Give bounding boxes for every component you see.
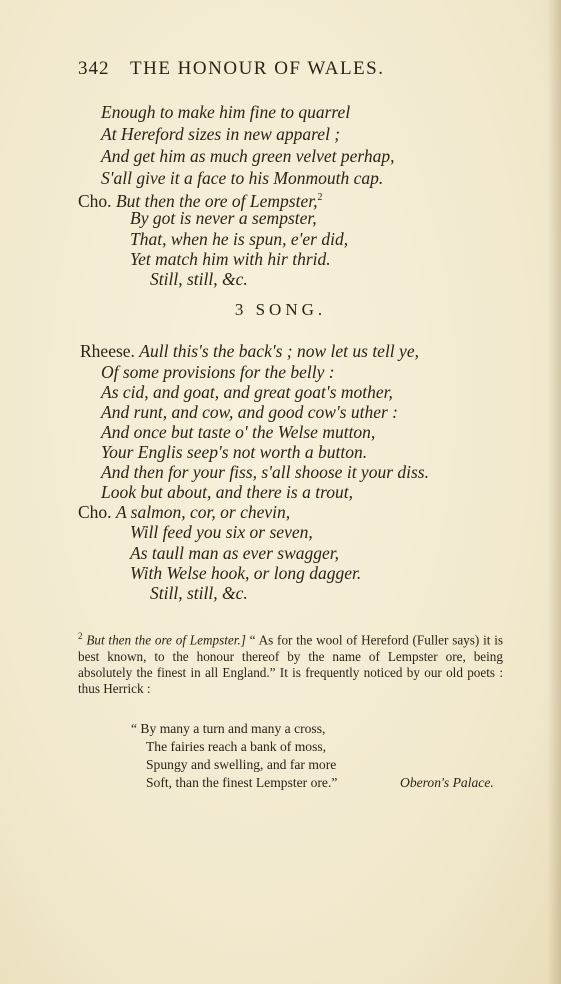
verse-line: At Hereford sizes in new apparel ; <box>101 124 341 144</box>
footnote-quote-line: Soft, than the finest Lempster ore.” <box>146 775 338 790</box>
verse-line: And then for your fiss, s'all shoose it your diss. <box>101 462 429 482</box>
verse-line-chorus <box>78 502 290 522</box>
verse-line: And runt, and cow, and good cow's uther : <box>101 402 399 422</box>
running-title: THE HONOUR OF WALES. <box>130 58 385 79</box>
verse-line: Will feed you six or seven, <box>130 522 313 542</box>
verse-line: By got is never a sempster, <box>130 208 317 228</box>
speaker-label: Cho. <box>78 190 112 211</box>
footnote-quote-line: “ By many a turn and many a cross, <box>131 721 326 736</box>
verse-line: As cid, and goat, and great goat's mother, <box>101 382 393 402</box>
verse-text: Aull this's the back's ; now let us tell ye, <box>139 341 419 361</box>
footnote-quote-line: The fairies reach a bank of moss, <box>146 739 327 754</box>
verse-line: That, when he is spun, e'er did, <box>130 229 349 249</box>
verse-line: As taull man as ever swagger, <box>130 543 340 563</box>
verse-line: Yet match him with hir thrid. <box>130 249 331 269</box>
footnote-quote-line: Spungy and swelling, and far more <box>146 757 337 772</box>
footnote-marker: 2 <box>317 192 323 203</box>
speaker-label: Rheese. <box>80 341 135 361</box>
verse-text: But then the ore of Lempster, <box>115 190 318 211</box>
footnote <box>78 628 503 697</box>
verse-text: A salmon, cor, or chevin, <box>115 502 291 522</box>
footnote-body: “ As for the wool of Hereford (Fuller says) it is best known, to the honour thereof by the name of Lempster ore, being absolutely the finest in all England.” It is frequently noticed by our old poets : thus Herrick : <box>78 632 504 696</box>
footnote-reference: But then the ore of Lempster.] <box>86 632 246 648</box>
running-header <box>78 58 478 80</box>
speaker-label: Cho. <box>78 502 112 522</box>
footnote-number: 2 <box>78 631 83 641</box>
verse-line: With Welse hook, or long dagger. <box>130 563 362 583</box>
verse-line: Your Englis seep's not worth a button. <box>101 442 368 462</box>
verse-line: And get him as much green velvet perhap, <box>101 146 395 166</box>
verse-line: S'all give it a face to his Monmouth cap. <box>101 168 384 188</box>
song-heading: 3 SONG. <box>234 300 327 319</box>
verse-line: Of some provisions for the belly : <box>101 362 335 382</box>
footnote-source: Oberon's Palace. <box>400 775 494 790</box>
verse-line: Look but about, and there is a trout, <box>101 482 353 502</box>
page-edge-shadow <box>547 0 561 984</box>
verse-line-speaker <box>80 341 419 361</box>
verse-refrain: Still, still, &c. <box>150 269 248 289</box>
verse-line: Enough to make him fine to quarrel <box>101 102 351 122</box>
page-number: 342 <box>78 58 110 79</box>
verse-line: And once but taste o' the Welse mutton, <box>101 422 376 442</box>
verse-refrain: Still, still, &c. <box>150 583 248 603</box>
